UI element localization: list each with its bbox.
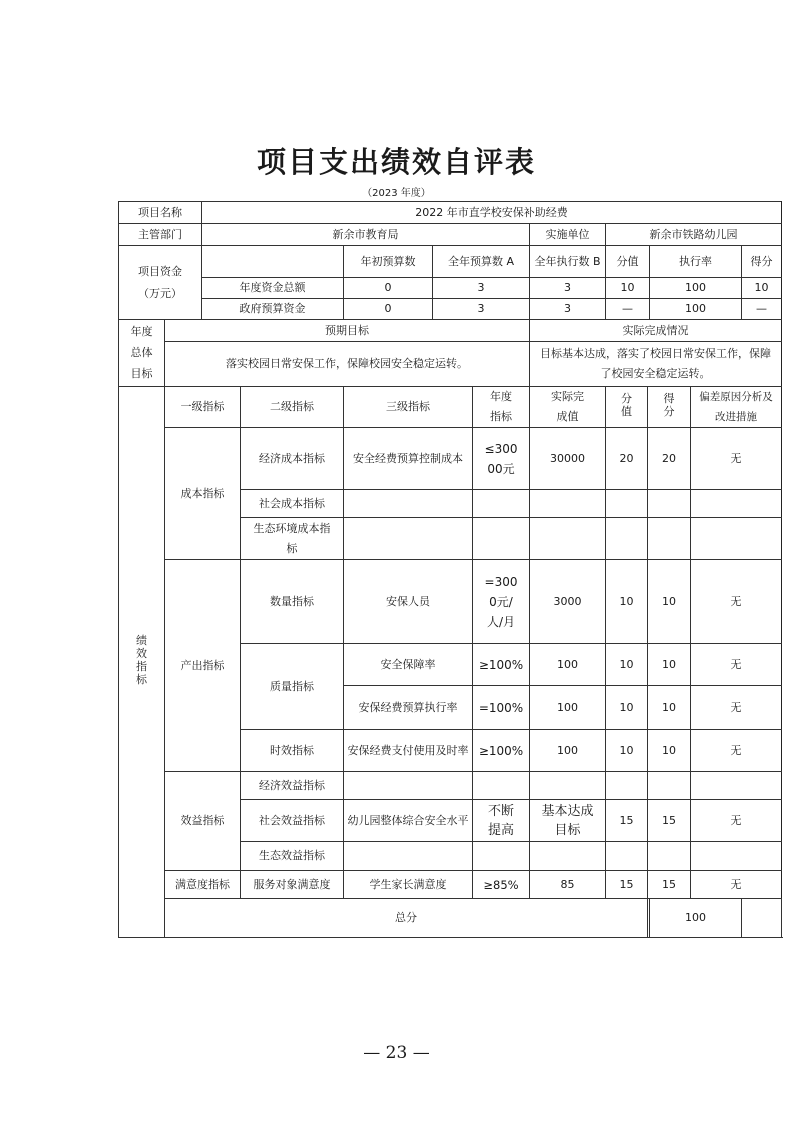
page-title: 项目支出绩效自评表 [256,145,536,179]
total-analysis-blank [742,899,782,938]
total-row [119,899,782,938]
score-value-cell: 15 [606,871,648,899]
level3-cell: 安全保障率 [344,644,473,686]
analysis-cell [691,518,782,560]
target-cell [473,518,530,560]
funds-exec-b: 3 [530,278,606,299]
level2-cell: 经济成本指标 [241,428,344,490]
actual-cell: 85 [530,871,606,899]
funds-rate: 100 [650,299,742,320]
expected-goal-text: 落实校园日常安保工作，保障校园安全稳定运转。 [165,342,530,387]
score-value-cell: 10 [606,730,648,772]
level1-benefit: 效益指标 [165,772,241,871]
level2-cell: 数量指标 [241,560,344,644]
target-cell: =3000元/人/月 [473,560,530,644]
score-value-cell [606,772,648,800]
level1-header: 一级指标 [165,387,241,428]
implementing-unit-label: 实施单位 [530,224,606,246]
score-cell: 10 [648,686,691,730]
analysis-cell [691,772,782,800]
funds-header-score-value: 分值 [606,246,650,278]
goals-header-row [119,320,782,342]
performance-indicators-label [119,387,165,938]
level3-cell: 安保人员 [344,560,473,644]
funds-score: — [742,299,782,320]
project-name-label: 项目名称 [119,202,202,224]
score-value-cell: 15 [606,800,648,842]
score-value-cell: 20 [606,428,648,490]
level1-output: 产出指标 [165,560,241,772]
analysis-cell: 无 [691,644,782,686]
funds-score: 10 [742,278,782,299]
analysis-cell: 无 [691,871,782,899]
indicator-row [119,560,782,644]
funds-header-rate: 执行率 [650,246,742,278]
analysis-header: 偏差原因分析及改进措施 [691,387,782,428]
target-cell: ≥100% [473,730,530,772]
target-header: 年度指标 [473,387,530,428]
level3-cell [344,490,473,518]
score-value-cell [606,842,648,871]
analysis-cell: 无 [691,800,782,842]
actual-cell [530,842,606,871]
performance-indicators-label-text: 绩效指标 [136,634,147,686]
actual-value-header: 实际完成值 [530,387,606,428]
target-cell: 不断提高 [473,800,530,842]
level2-cell: 服务对象满意度 [241,871,344,899]
analysis-cell: 无 [691,428,782,490]
indicators-header-row [119,387,782,428]
department-label: 主管部门 [119,224,202,246]
page-number: — 23 — [363,1043,430,1063]
funds-initial: 0 [344,299,433,320]
annual-goal-label [119,320,165,387]
funds-score-value: 10 [606,278,650,299]
score-value-cell: 10 [606,644,648,686]
level3-cell [344,842,473,871]
analysis-cell: 无 [691,686,782,730]
department-value: 新余市教育局 [202,224,530,246]
score-cell: 10 [648,730,691,772]
score-value-header-text: 分值 [621,392,632,418]
indicator-row [119,772,782,800]
project-name-value: 2022 年市直学校安保补助经费 [202,202,782,224]
target-cell [473,490,530,518]
score-value-cell: 10 [606,560,648,644]
level2-cell: 时效指标 [241,730,344,772]
target-cell: =100% [473,686,530,730]
department-row [119,224,782,246]
funds-initial: 0 [344,278,433,299]
analysis-cell [691,490,782,518]
level2-cell: 经济效益指标 [241,772,344,800]
level3-cell: 学生家长满意度 [344,871,473,899]
funds-row-total [119,278,782,299]
actual-completion-text: 目标基本达成，落实了校园日常安保工作，保障了校园安全稳定运转。 [530,342,782,387]
indicator-row [119,871,782,899]
actual-cell [530,490,606,518]
level3-header: 三级指标 [344,387,473,428]
score-value-cell [606,490,648,518]
funds-header-initial: 年初预算数 [344,246,433,278]
level2-cell: 生态环境成本指标 [241,518,344,560]
project-funds-label [119,246,202,320]
project-name-row [119,202,782,224]
funds-header-annual-a: 全年预算数 A [433,246,530,278]
level3-cell: 幼儿园整体综合安全水平 [344,800,473,842]
level3-cell: 安全经费预算控制成本 [344,428,473,490]
actual-cell: 100 [530,644,606,686]
level3-cell: 安保经费支付使用及时率 [344,730,473,772]
level1-cost: 成本指标 [165,428,241,560]
funds-row-label: 政府预算资金 [202,299,344,320]
funds-exec-b: 3 [530,299,606,320]
score-value-cell: 10 [606,686,648,730]
level3-cell [344,772,473,800]
project-funds-label-line2: （万元） [138,286,182,300]
score-cell: 10 [648,644,691,686]
target-cell: ≥100% [473,644,530,686]
level1-satisfaction: 满意度指标 [165,871,241,899]
actual-cell [530,518,606,560]
level2-cell: 社会效益指标 [241,800,344,842]
actual-cell: 3000 [530,560,606,644]
score-cell [648,842,691,871]
funds-annual-a: 3 [433,278,530,299]
funds-score-value: — [606,299,650,320]
funds-row-label: 年度资金总额 [202,278,344,299]
performance-self-evaluation-table [118,201,782,938]
funds-rate: 100 [650,278,742,299]
total-label: 总分 [165,899,648,938]
project-funds-label-line1: 项目资金 [138,264,182,278]
score-cell: 15 [648,871,691,899]
actual-cell: 基本达成目标 [530,800,606,842]
analysis-cell: 无 [691,730,782,772]
funds-header-exec-b: 全年执行数 B [530,246,606,278]
level2-cell: 社会成本指标 [241,490,344,518]
funds-header-score: 得分 [742,246,782,278]
funds-header-blank [202,246,344,278]
funds-header-row [119,246,782,278]
actual-cell: 100 [530,730,606,772]
analysis-cell [691,842,782,871]
actual-cell: 30000 [530,428,606,490]
level3-cell [344,518,473,560]
expected-goal-header: 预期目标 [165,320,530,342]
target-cell: ≥85% [473,871,530,899]
funds-annual-a: 3 [433,299,530,320]
level2-header: 二级指标 [241,387,344,428]
analysis-cell: 无 [691,560,782,644]
goals-content-row [119,342,782,387]
score-cell: 10 [648,560,691,644]
page-subtitle-year: （2023 年度） [362,188,431,199]
score-value-cell [606,518,648,560]
score-cell [648,518,691,560]
score-cell: 15 [648,800,691,842]
actual-cell [530,772,606,800]
score-cell [648,490,691,518]
funds-row-government [119,299,782,320]
target-cell: ≤30000元 [473,428,530,490]
level2-cell: 生态效益指标 [241,842,344,871]
actual-cell: 100 [530,686,606,730]
total-score: 100 [650,899,742,938]
annual-goal-label-text: 年度总体目标 [130,325,153,380]
score-header-text: 得分 [663,392,675,418]
implementing-unit-value: 新余市铁路幼儿园 [606,224,782,246]
target-cell [473,772,530,800]
score-header [648,387,691,428]
target-cell [473,842,530,871]
indicator-row [119,428,782,490]
level3-cell: 安保经费预算执行率 [344,686,473,730]
score-cell [648,772,691,800]
score-cell: 20 [648,428,691,490]
score-value-header [606,387,648,428]
level2-cell: 质量指标 [241,644,344,730]
actual-completion-header: 实际完成情况 [530,320,782,342]
